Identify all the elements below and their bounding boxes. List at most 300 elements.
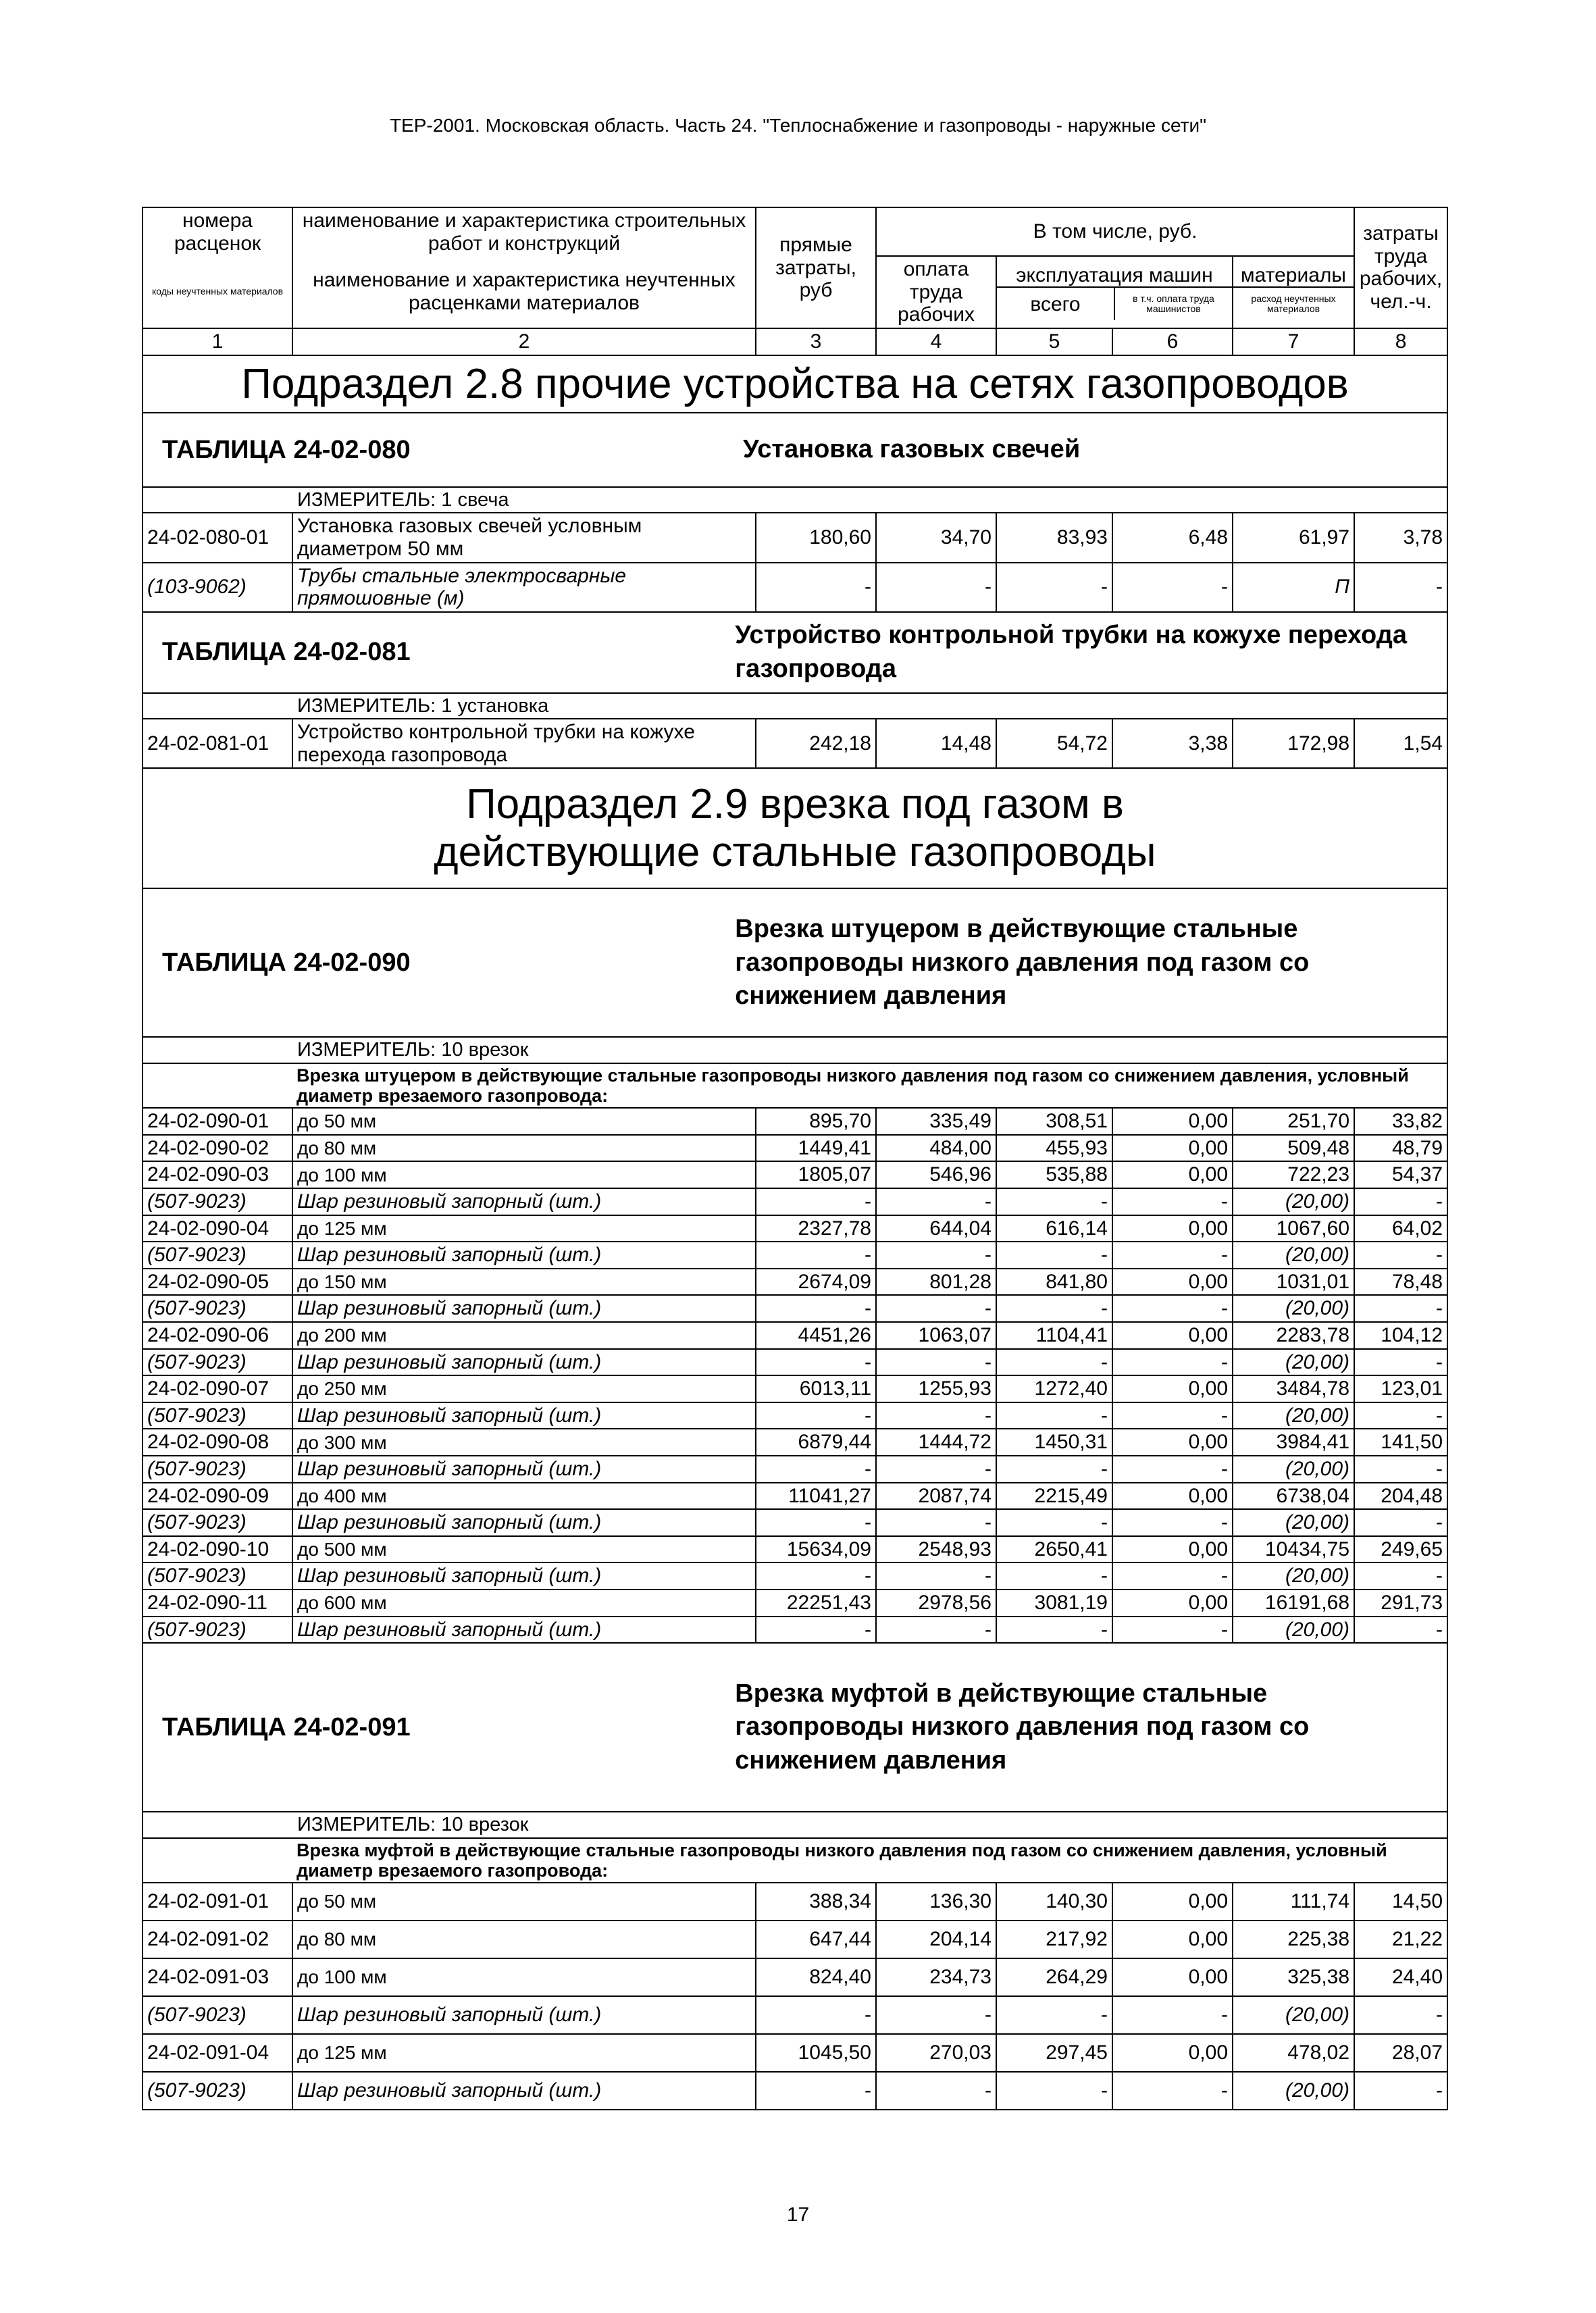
col2-bottom-header: наименование и характеристика неучтенных расценками материалов (292, 256, 756, 328)
rate-code: 24-02-090-02 (143, 1135, 292, 1162)
machines-header: эксплуатация машин (997, 264, 1232, 288)
materials-cost: 172,98 (1233, 719, 1354, 768)
table-row (143, 2034, 1447, 2072)
rate-code: 24-02-090-10 (143, 1536, 292, 1563)
page-number: 17 (786, 2204, 810, 2226)
material-description: Шар резиновый запорный (шт.) (292, 1349, 756, 1376)
machinists-pay: 0,00 (1112, 2034, 1233, 2072)
direct-costs: 1805,07 (756, 1161, 876, 1188)
machinists-pay: - (1112, 1617, 1233, 1644)
table-title: Врезка штуцером в действующие стальные газопроводы низкого давления под газом со снижением давления (735, 915, 1310, 1011)
materials-cost: 325,38 (1233, 1958, 1354, 1996)
material-description: Шар резиновый запорный (шт.) (292, 1402, 756, 1429)
machinists-pay: 0,00 (1112, 1536, 1233, 1563)
material-code: (507-9023) (143, 1295, 292, 1322)
materials-cost: 3984,41 (1233, 1429, 1354, 1456)
meter-label: ИЗМЕРИТЕЛЬ: 1 установка (143, 693, 1447, 719)
machines-total: 264,29 (996, 1958, 1112, 1996)
machinists-pay: 0,00 (1112, 1135, 1233, 1162)
section-row (143, 768, 1447, 888)
material-row (143, 1242, 1447, 1269)
direct-costs: - (756, 1617, 876, 1644)
direct-costs: 6879,44 (756, 1429, 876, 1456)
meter-row (143, 1812, 1447, 1837)
material-row (143, 1996, 1447, 2034)
material-consumption: (20,00) (1233, 1617, 1354, 1644)
work-description: до 80 мм (292, 1135, 756, 1162)
labor-pay: 644,04 (876, 1215, 996, 1242)
rates-table (142, 207, 1448, 2110)
materials-cost: 2283,78 (1233, 1322, 1354, 1349)
material-consumption: (20,00) (1233, 1402, 1354, 1429)
materials-cost: 16191,68 (1233, 1590, 1354, 1617)
labor-hours: 123,01 (1354, 1375, 1447, 1402)
meter-row (143, 487, 1447, 513)
direct-costs: 22251,43 (756, 1590, 876, 1617)
material-code: (507-9023) (143, 1617, 292, 1644)
table-row (143, 1429, 1447, 1456)
work-description: до 300 мм (292, 1429, 756, 1456)
table-row (143, 1536, 1447, 1563)
materials-cost: 225,38 (1233, 1921, 1354, 1958)
table-name: ТАБЛИЦА 24-02-080 (162, 435, 411, 464)
direct-costs: - (756, 1402, 876, 1429)
labor-pay: 546,96 (876, 1161, 996, 1188)
material-row (143, 2072, 1447, 2110)
materials-cost: 6738,04 (1233, 1483, 1354, 1510)
work-description: до 200 мм (292, 1322, 756, 1349)
direct-costs: 388,34 (756, 1883, 876, 1921)
labor-hours: 14,50 (1354, 1883, 1447, 1921)
material-description: Шар резиновый запорный (шт.) (292, 1188, 756, 1215)
labor-pay: 2978,56 (876, 1590, 996, 1617)
table-row (143, 1958, 1447, 1996)
materials-cost: 251,70 (1233, 1108, 1354, 1135)
materials-cost: 3484,78 (1233, 1375, 1354, 1402)
meter-label: ИЗМЕРИТЕЛЬ: 10 врезок (143, 1037, 1447, 1063)
material-code: (507-9023) (143, 1509, 292, 1536)
machinists-pay: - (1112, 563, 1233, 612)
machinists-pay: 3,38 (1112, 719, 1233, 768)
machinists-pay: 0,00 (1112, 1269, 1233, 1296)
labor-pay: 1063,07 (876, 1322, 996, 1349)
labor-hours: - (1354, 1402, 1447, 1429)
table-row (143, 1322, 1447, 1349)
table-heading-row (143, 612, 1447, 693)
machines-total: - (996, 1456, 1112, 1483)
material-code: (507-9023) (143, 1349, 292, 1376)
material-code: (507-9023) (143, 1402, 292, 1429)
labor-pay: 1444,72 (876, 1429, 996, 1456)
work-description: до 100 мм (292, 1161, 756, 1188)
labor-hours: - (1354, 1242, 1447, 1269)
material-code: (103-9062) (143, 563, 292, 612)
work-description: до 50 мм (292, 1883, 756, 1921)
table-24-02-090-rows (143, 1108, 1447, 1643)
material-description: Шар резиновый запорный (шт.) (292, 2072, 756, 2110)
direct-costs: 2327,78 (756, 1215, 876, 1242)
work-description: Установка газовых свечей условным диаметром 50 мм (292, 513, 756, 562)
labor-pay: - (876, 1509, 996, 1536)
direct-costs: 242,18 (756, 719, 876, 768)
machines-total: 217,92 (996, 1921, 1112, 1958)
machines-total: - (996, 2072, 1112, 2110)
labor-pay: - (876, 1349, 996, 1376)
work-description: до 125 мм (292, 1215, 756, 1242)
direct-costs: 647,44 (756, 1921, 876, 1958)
machines-total: - (996, 1617, 1112, 1644)
labor-hours: 33,82 (1354, 1108, 1447, 1135)
table-heading-row (143, 413, 1447, 487)
col-num: 6 (1112, 328, 1233, 355)
table-row (143, 1483, 1447, 1510)
table-row (143, 513, 1447, 562)
col-num: 8 (1354, 328, 1447, 355)
direct-costs: 180,60 (756, 513, 876, 562)
work-description: до 500 мм (292, 1536, 756, 1563)
labor-pay: - (876, 1456, 996, 1483)
labor-hours: - (1354, 563, 1447, 612)
col1-bottom-header: коды неучтенных материалов (143, 256, 292, 328)
machines-total: 1450,31 (996, 1429, 1112, 1456)
labor-hours: 204,48 (1354, 1483, 1447, 1510)
labor-pay: 270,03 (876, 2034, 996, 2072)
labor-pay: 136,30 (876, 1883, 996, 1921)
machines-total: - (996, 1509, 1112, 1536)
rate-code: 24-02-090-01 (143, 1108, 292, 1135)
machines-total: 308,51 (996, 1108, 1112, 1135)
table-caption: Врезка муфтой в действующие стальные газопроводы низкого давления под газом со снижением давления, условный диаметр врезаемого газопровода: (292, 1838, 1447, 1883)
material-row (143, 1402, 1447, 1429)
rate-code: 24-02-090-06 (143, 1322, 292, 1349)
labor-hours: - (1354, 1295, 1447, 1322)
labor-pay: 2548,93 (876, 1536, 996, 1563)
material-code: (507-9023) (143, 1562, 292, 1590)
machines-total: 83,93 (996, 513, 1112, 562)
machines-total: - (996, 563, 1112, 612)
labor-hours: 54,37 (1354, 1161, 1447, 1188)
material-code: (507-9023) (143, 2072, 292, 2110)
rate-code: 24-02-090-11 (143, 1590, 292, 1617)
direct-costs: 1449,41 (756, 1135, 876, 1162)
material-consumption: (20,00) (1233, 1349, 1354, 1376)
rate-code: 24-02-080-01 (143, 513, 292, 562)
caption-row (143, 1838, 1447, 1883)
table-heading-row (143, 888, 1447, 1037)
section-title: Подраздел 2.8 прочие устройства на сетях газопроводов (143, 355, 1447, 413)
table-24-02-091-rows (143, 1883, 1447, 2110)
labor-pay: - (876, 1617, 996, 1644)
machines-total: 1272,40 (996, 1375, 1112, 1402)
labor-hours: - (1354, 1996, 1447, 2034)
labor-hours: 48,79 (1354, 1135, 1447, 1162)
labor-pay: - (876, 1188, 996, 1215)
material-code: (507-9023) (143, 1456, 292, 1483)
included-group-header: В том числе, руб. (876, 207, 1354, 256)
machines-total: 140,30 (996, 1883, 1112, 1921)
work-description: до 125 мм (292, 2034, 756, 2072)
col7-header: расход неучтенных материалов (1251, 293, 1336, 315)
material-description: Шар резиновый запорный (шт.) (292, 1242, 756, 1269)
material-description: Шар резиновый запорный (шт.) (292, 1617, 756, 1644)
labor-pay: 34,70 (876, 513, 996, 562)
labor-hours: - (1354, 1349, 1447, 1376)
caption-row (143, 1063, 1447, 1108)
machines-total: 535,88 (996, 1161, 1112, 1188)
machines-total: 3081,19 (996, 1590, 1112, 1617)
labor-hours: 249,65 (1354, 1536, 1447, 1563)
direct-costs: - (756, 2072, 876, 2110)
labor-pay: - (876, 1242, 996, 1269)
labor-pay: - (876, 2072, 996, 2110)
work-description: Устройство контрольной трубки на кожухе перехода газопровода (292, 719, 756, 768)
material-consumption: (20,00) (1233, 1456, 1354, 1483)
machines-total: - (996, 1349, 1112, 1376)
rate-code: 24-02-090-04 (143, 1215, 292, 1242)
machines-total: 54,72 (996, 719, 1112, 768)
labor-pay: 14,48 (876, 719, 996, 768)
machines-total: - (996, 1996, 1112, 2034)
labor-hours: 21,22 (1354, 1921, 1447, 1958)
machinists-pay: - (1112, 1402, 1233, 1429)
work-description: до 250 мм (292, 1375, 756, 1402)
labor-hours: 78,48 (1354, 1269, 1447, 1296)
col-num: 7 (1233, 328, 1354, 355)
machines-total: 616,14 (996, 1215, 1112, 1242)
material-consumption: (20,00) (1233, 1996, 1354, 2034)
material-consumption: (20,00) (1233, 1295, 1354, 1322)
materials-cost: 10434,75 (1233, 1536, 1354, 1563)
machines-total: - (996, 1402, 1112, 1429)
labor-pay: 1255,93 (876, 1375, 996, 1402)
machinists-pay: 6,48 (1112, 513, 1233, 562)
work-description: до 600 мм (292, 1590, 756, 1617)
table-row (143, 563, 1447, 612)
machines-total: - (996, 1562, 1112, 1590)
table-row (143, 1161, 1447, 1188)
labor-pay: 801,28 (876, 1269, 996, 1296)
material-consumption: (20,00) (1233, 1562, 1354, 1590)
machinists-pay: 0,00 (1112, 1429, 1233, 1456)
rate-code: 24-02-091-01 (143, 1883, 292, 1921)
column-numbers-row (143, 328, 1447, 355)
table-caption: Врезка штуцером в действующие стальные газопроводы низкого давления под газом со снижением давления, условный диаметр врезаемого газопровода: (292, 1063, 1447, 1108)
machinists-pay: 0,00 (1112, 1322, 1233, 1349)
materials-cost: 722,23 (1233, 1161, 1354, 1188)
meter-row (143, 1037, 1447, 1063)
machines-total: - (996, 1295, 1112, 1322)
table-row (143, 1108, 1447, 1135)
machinists-pay: - (1112, 1509, 1233, 1536)
material-row (143, 1188, 1447, 1215)
table-name: ТАБЛИЦА 24-02-091 (162, 1712, 411, 1742)
rate-code: 24-02-090-07 (143, 1375, 292, 1402)
material-code: (507-9023) (143, 1996, 292, 2034)
machinists-pay: - (1112, 1242, 1233, 1269)
table-row (143, 1590, 1447, 1617)
machinists-pay: 0,00 (1112, 1921, 1233, 1958)
labor-hours: 291,73 (1354, 1590, 1447, 1617)
direct-costs: - (756, 1562, 876, 1590)
labor-hours: 64,02 (1354, 1215, 1447, 1242)
rate-code: 24-02-090-09 (143, 1483, 292, 1510)
work-description: до 50 мм (292, 1108, 756, 1135)
machinists-pay: 0,00 (1112, 1483, 1233, 1510)
table-row (143, 1269, 1447, 1296)
direct-costs: 824,40 (756, 1958, 876, 1996)
labor-pay: - (876, 1402, 996, 1429)
col8-header: затраты труда рабочих, чел.-ч. (1354, 207, 1447, 328)
rate-code: 24-02-091-02 (143, 1921, 292, 1958)
material-row (143, 1456, 1447, 1483)
direct-costs: - (756, 1349, 876, 1376)
col-num: 1 (143, 328, 292, 355)
labor-pay: 234,73 (876, 1958, 996, 1996)
material-description: Шар резиновый запорный (шт.) (292, 1456, 756, 1483)
direct-costs: - (756, 1456, 876, 1483)
table-heading-row (143, 1643, 1447, 1812)
table-title: Установка газовых свечей (743, 435, 1081, 464)
machinists-pay: - (1112, 1295, 1233, 1322)
material-code: (507-9023) (143, 1188, 292, 1215)
machinists-pay: - (1112, 1188, 1233, 1215)
direct-costs: 11041,27 (756, 1483, 876, 1510)
materials-cost: 478,02 (1233, 2034, 1354, 2072)
machines-total: - (996, 1188, 1112, 1215)
labor-hours: 24,40 (1354, 1958, 1447, 1996)
labor-pay: 204,14 (876, 1921, 996, 1958)
col5-header: всего (997, 288, 1115, 320)
labor-pay: 335,49 (876, 1108, 996, 1135)
materials-header: материалы (1233, 264, 1354, 288)
labor-hours: - (1354, 1188, 1447, 1215)
table-name: ТАБЛИЦА 24-02-090 (162, 948, 411, 977)
machines-total: 455,93 (996, 1135, 1112, 1162)
labor-hours: 104,12 (1354, 1322, 1447, 1349)
material-description: Шар резиновый запорный (шт.) (292, 1295, 756, 1322)
machinists-pay: 0,00 (1112, 1375, 1233, 1402)
machinists-pay: - (1112, 2072, 1233, 2110)
table-row (143, 1375, 1447, 1402)
machinists-pay: - (1112, 1349, 1233, 1376)
rate-code: 24-02-081-01 (143, 719, 292, 768)
table-row (143, 1135, 1447, 1162)
labor-hours: - (1354, 1562, 1447, 1590)
materials-cost: 61,97 (1233, 513, 1354, 562)
work-description: до 100 мм (292, 1958, 756, 1996)
direct-costs: - (756, 1295, 876, 1322)
table-row (143, 1215, 1447, 1242)
direct-costs: - (756, 1509, 876, 1536)
labor-pay: 484,00 (876, 1135, 996, 1162)
machines-total: 2215,49 (996, 1483, 1112, 1510)
material-description: Шар резиновый запорный (шт.) (292, 1996, 756, 2034)
labor-hours: 141,50 (1354, 1429, 1447, 1456)
materials-cost: 1031,01 (1233, 1269, 1354, 1296)
direct-costs: - (756, 1996, 876, 2034)
machinists-pay: - (1112, 1562, 1233, 1590)
work-description: до 400 мм (292, 1483, 756, 1510)
labor-pay: - (876, 563, 996, 612)
direct-costs: 6013,11 (756, 1375, 876, 1402)
material-consumption: П (1233, 563, 1354, 612)
material-row (143, 1562, 1447, 1590)
table-row (143, 719, 1447, 768)
labor-hours: 28,07 (1354, 2034, 1447, 2072)
machinists-pay: 0,00 (1112, 1883, 1233, 1921)
direct-costs: - (756, 1242, 876, 1269)
material-description: Шар резиновый запорный (шт.) (292, 1562, 756, 1590)
direct-costs: 15634,09 (756, 1536, 876, 1563)
labor-pay: 2087,74 (876, 1483, 996, 1510)
work-description: до 80 мм (292, 1921, 756, 1958)
labor-hours: - (1354, 1617, 1447, 1644)
material-description: Трубы стальные электросварные прямошовные (м) (292, 563, 756, 612)
labor-pay: - (876, 1562, 996, 1590)
labor-hours: - (1354, 1509, 1447, 1536)
col6-header: в т.ч. оплата труда машинистов (1133, 293, 1214, 315)
header-row-1 (143, 207, 1447, 256)
material-consumption: (20,00) (1233, 1188, 1354, 1215)
rate-code: 24-02-090-05 (143, 1269, 292, 1296)
rate-code: 24-02-091-04 (143, 2034, 292, 2072)
work-description: до 150 мм (292, 1269, 756, 1296)
material-row (143, 1349, 1447, 1376)
labor-hours: 3,78 (1354, 513, 1447, 562)
materials-cost: 1067,60 (1233, 1215, 1354, 1242)
labor-hours: 1,54 (1354, 719, 1447, 768)
col4-header: оплата труда рабочих (876, 256, 996, 328)
material-consumption: (20,00) (1233, 1242, 1354, 1269)
col-num: 4 (876, 328, 996, 355)
material-consumption: (20,00) (1233, 1509, 1354, 1536)
material-row (143, 1509, 1447, 1536)
machinists-pay: - (1112, 1996, 1233, 2034)
col-num: 3 (756, 328, 876, 355)
rate-code: 24-02-090-08 (143, 1429, 292, 1456)
machinists-pay: 0,00 (1112, 1108, 1233, 1135)
labor-hours: - (1354, 1456, 1447, 1483)
section-title: Подраздел 2.9 врезка под газом в действующие стальные газопроводы (143, 768, 1447, 888)
col-num: 5 (996, 328, 1112, 355)
machinists-pay: - (1112, 1456, 1233, 1483)
direct-costs: - (756, 563, 876, 612)
direct-costs: 4451,26 (756, 1322, 876, 1349)
meter-label: ИЗМЕРИТЕЛЬ: 1 свеча (143, 487, 1447, 513)
materials-cost: 509,48 (1233, 1135, 1354, 1162)
col2-top-header: наименование и характеристика строительных работ и конструкций (292, 207, 756, 256)
material-consumption: (20,00) (1233, 2072, 1354, 2110)
direct-costs: 1045,50 (756, 2034, 876, 2072)
machines-total: - (996, 1242, 1112, 1269)
machinists-pay: 0,00 (1112, 1590, 1233, 1617)
labor-pay: - (876, 1295, 996, 1322)
labor-pay: - (876, 1996, 996, 2034)
machines-total: 297,45 (996, 2034, 1112, 2072)
rate-code: 24-02-090-03 (143, 1161, 292, 1188)
machines-total: 2650,41 (996, 1536, 1112, 1563)
table-title: Врезка муфтой в действующие стальные газопроводы низкого давления под газом со снижением давления (735, 1679, 1310, 1775)
labor-hours: - (1354, 2072, 1447, 2110)
direct-costs: - (756, 1188, 876, 1215)
machinists-pay: 0,00 (1112, 1958, 1233, 1996)
table-row (143, 1883, 1447, 1921)
machinists-pay: 0,00 (1112, 1215, 1233, 1242)
machines-total: 1104,41 (996, 1322, 1112, 1349)
table-row (143, 1921, 1447, 1958)
col1-top-header: номера расценок (143, 207, 292, 256)
material-code: (507-9023) (143, 1242, 292, 1269)
